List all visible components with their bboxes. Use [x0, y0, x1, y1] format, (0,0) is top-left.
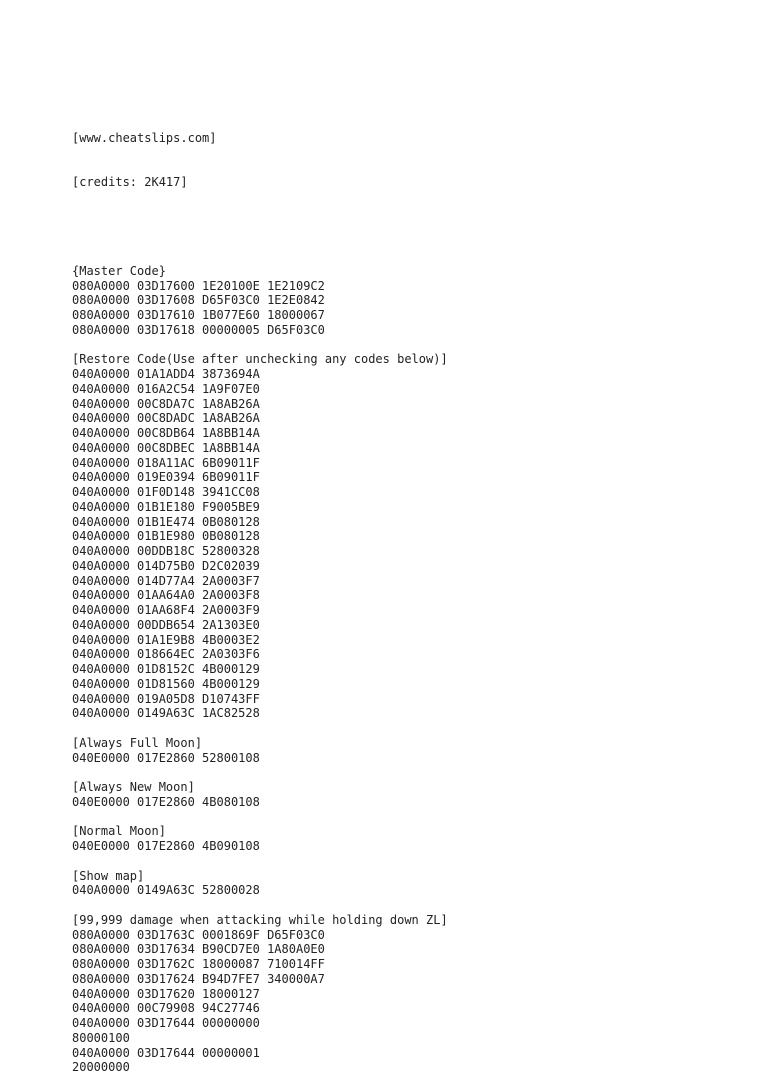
code-line: 040A0000 03D17620 18000127 — [72, 986, 260, 1001]
code-line: 040A0000 0149A63C 52800028 — [72, 883, 260, 898]
code-line: 040A0000 018A11AC 6B09011F — [72, 455, 260, 470]
cheat-section — [72, 780, 712, 810]
code-line: 040A0000 01AA68F4 2A0003F9 — [72, 603, 260, 617]
cheat-section — [72, 869, 712, 899]
code-line: 040A0000 01D8152C 4B000129 — [72, 662, 260, 676]
document-header — [72, 102, 712, 220]
code-line: 040A0000 01F0D148 3941CC08 — [72, 485, 260, 499]
cheat-section — [72, 736, 712, 766]
code-line: 040A0000 0149A63C 1AC82528 — [72, 706, 260, 721]
code-line: 080A0000 03D17634 B90CD7E0 1A80A0E0 — [72, 942, 325, 957]
cheat-section-title: [99,999 damage when attacking while holding down ZL] — [72, 912, 448, 927]
code-line: 040E0000 017E2860 52800108 — [72, 750, 260, 765]
code-line: 040A0000 01A1ADD4 3873694A — [72, 367, 260, 381]
code-line: 080A0000 03D17618 00000005 D65F03C0 — [72, 322, 325, 337]
code-line: 040E0000 017E2860 4B090108 — [72, 839, 260, 853]
code-line: 080A0000 03D17600 1E20100E 1E2109C2 — [72, 278, 325, 293]
cheat-sections — [72, 264, 712, 1075]
cheat-section-title: [Normal Moon] — [72, 824, 166, 839]
code-line: 040A0000 00DDB654 2A1303E0 — [72, 617, 260, 632]
code-line: 040A0000 01B1E980 0B080128 — [72, 529, 260, 544]
code-line: 080A0000 03D17608 D65F03C0 1E2E0842 — [72, 293, 325, 308]
code-line: 040A0000 019A05D8 D10743FF — [72, 691, 260, 706]
code-line: 080A0000 03D1762C 18000087 710014FF — [72, 957, 325, 971]
website-line: [www.cheatslips.com] — [72, 131, 217, 145]
code-line: 040A0000 019E0394 6B09011F — [72, 470, 260, 485]
code-line: 080A0000 03D1763C 0001869F D65F03C0 — [72, 927, 325, 942]
code-line: 040A0000 01D81560 4B000129 — [72, 676, 260, 691]
code-line: 040A0000 018664EC 2A0303F6 — [72, 647, 260, 662]
code-line: 040A0000 01B1E180 F9005BE9 — [72, 499, 260, 514]
cheat-section — [72, 913, 712, 1075]
cheat-section — [72, 824, 712, 854]
code-line: 040A0000 00C8DBEC 1A8BB14A — [72, 440, 260, 455]
cheat-section — [72, 264, 712, 338]
code-line: 080A0000 03D17610 1B077E60 18000067 — [72, 308, 325, 322]
code-line: 040A0000 03D17644 00000001 — [72, 1045, 260, 1060]
cheat-section — [72, 352, 712, 721]
code-line: 040A0000 00C8DA7C 1A8AB26A — [72, 396, 260, 411]
cheat-section-title: [Show map] — [72, 868, 145, 883]
code-line: 040A0000 03D17644 00000000 — [72, 1016, 260, 1030]
code-line: 040A0000 014D77A4 2A0003F7 — [72, 573, 260, 588]
code-line: 80000100 — [72, 1030, 130, 1045]
cheat-code-document — [72, 72, 712, 1090]
code-line: 040A0000 01B1E474 0B080128 — [72, 514, 260, 529]
code-line: 040A0000 00C8DB64 1A8BB14A — [72, 426, 260, 440]
code-line: 040A0000 01AA64A0 2A0003F8 — [72, 588, 260, 603]
credits-line: [credits: 2K417] — [72, 175, 188, 190]
code-line: 040A0000 016A2C54 1A9F07E0 — [72, 381, 260, 396]
code-line: 040A0000 00DDB18C 52800328 — [72, 544, 260, 558]
code-line: 040E0000 017E2860 4B080108 — [72, 794, 260, 809]
cheat-section-title: [Restore Code(Use after unchecking any codes below)] — [72, 352, 448, 367]
code-line: 040A0000 00C79908 94C27746 — [72, 1001, 260, 1016]
code-line: 040A0000 01A1E9B8 4B0003E2 — [72, 632, 260, 647]
code-line: 040A0000 00C8DADC 1A8AB26A — [72, 411, 260, 426]
cheat-section-title: [Always Full Moon] — [72, 735, 203, 750]
cheat-section-title: [Always New Moon] — [72, 780, 195, 794]
code-line: 040A0000 014D75B0 D2C02039 — [72, 558, 260, 573]
cheat-section-title: {Master Code} — [72, 263, 166, 278]
code-line: 080A0000 03D17624 B94D7FE7 340000A7 — [72, 971, 325, 986]
code-line: 20000000 — [72, 1060, 130, 1075]
